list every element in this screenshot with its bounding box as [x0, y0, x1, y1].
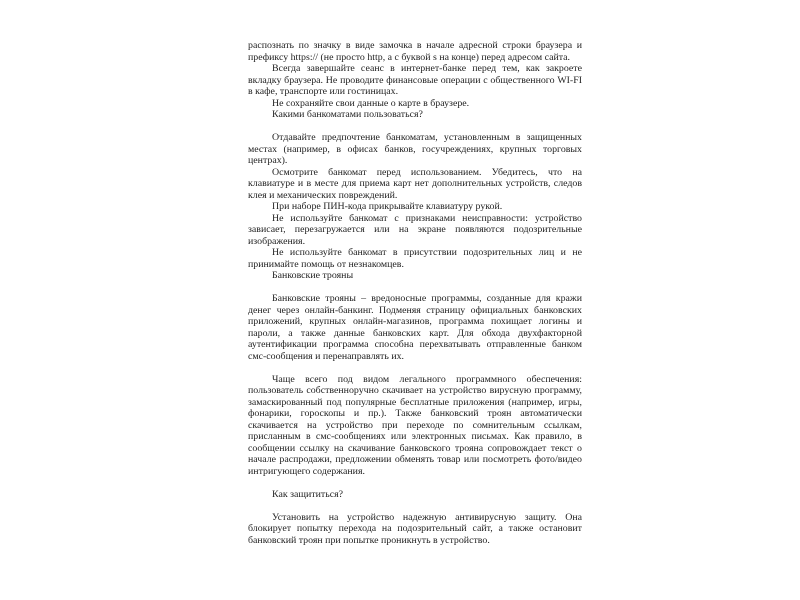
text-line: Чаще всего под видом легального программного обеспечения:	[272, 373, 582, 385]
paragraph	[248, 167, 582, 202]
text-line: пользователь собственноручно скачивает на устройство вирусную программу,	[248, 385, 582, 396]
blank-line	[248, 500, 582, 512]
text-line: префиксу https:// (не просто http, а с буквой s на конце) перед адресом сайта.	[248, 51, 571, 63]
paragraph	[248, 374, 582, 478]
blank-line	[248, 121, 582, 133]
text-line: Отдавайте предпочтение банкоматам, установленным в защищенных	[272, 132, 582, 143]
text-line: фонарики, гороскопы и пр.). Также банковский троян автоматически	[248, 408, 582, 419]
text-line: распознать по значку в виде замочка в начале адресной строки браузера и	[248, 40, 582, 51]
text-line: принимайте помощь от незнакомцев.	[248, 258, 404, 270]
blank-line	[248, 282, 582, 294]
section-heading: Как защититься?	[272, 488, 344, 500]
text-line: При наборе ПИН-кода прикрывайте клавиатуру рукой.	[272, 201, 503, 212]
text-line: блокирует попытку перехода на подозрительный сайт, а также остановит	[248, 523, 582, 534]
text-line: начале распродажи, предложении обменять товар или посмотреть фото/видео	[248, 454, 582, 465]
text-line: клавиатуре и в месте для приема карт нет дополнительных устройств, следов	[248, 178, 582, 189]
paragraph	[248, 40, 582, 63]
text-line: присланным в смс-сообщениях или электронных письмах. Как правило, в	[248, 431, 582, 442]
text-line: денег через онлайн-банкинг. Подменяя страницу официальных банковских	[248, 304, 582, 316]
text-line: Всегда завершайте сеанс в интернет-банке перед тем, как закроете	[272, 63, 582, 74]
section-heading: Какими банкоматами пользоваться?	[272, 109, 423, 120]
text-line: центрах).	[248, 155, 288, 166]
text-line: аутентификации программа способна перехватывать отправленные банком	[248, 339, 582, 350]
text-line: в кафе, транспорте или гостиницах.	[248, 86, 399, 97]
paragraph	[248, 293, 582, 362]
section-atms	[248, 109, 582, 270]
blank-line	[248, 477, 582, 489]
text-line: зависает, перезагружается или на экране появляются подозрительные	[248, 224, 582, 235]
text-line: изображения.	[248, 235, 306, 247]
paragraph	[248, 201, 582, 213]
section-protection	[248, 489, 582, 547]
text-line: Установить на устройство надежную антивирусную защиту. Она	[272, 511, 582, 523]
document-body	[248, 40, 582, 546]
text-line: пароли, а также данные банковских карт. Для обхода двухфакторной	[248, 327, 582, 339]
text-line: клея и механических повреждений.	[248, 189, 398, 201]
text-line: интригующего содержания.	[248, 465, 365, 477]
blank-line	[248, 362, 582, 374]
intro	[248, 40, 582, 109]
text-line: сообщении ссылку на скачивание банковского трояна сопровождает текст о	[248, 442, 582, 454]
paragraph	[248, 512, 582, 547]
text-line: замаскированный под популярные бесплатные приложения (например, игры,	[248, 396, 582, 408]
section-heading: Банковские трояны	[272, 270, 354, 281]
paragraph	[248, 98, 582, 110]
text-line: Банковские трояны – вредоносные программы, созданные для кражи	[272, 293, 582, 304]
paragraph	[248, 63, 582, 98]
text-line: приложений, крупных онлайн-магазинов, программа похищает логины и	[248, 316, 582, 327]
text-line: Не используйте банкомат с признаками неисправности: устройство	[272, 212, 582, 224]
text-line: Не сохраняйте свои данные о карте в браузере.	[272, 97, 470, 109]
text-line: банковский троян при попытке проникнуть в устройство.	[248, 534, 490, 546]
text-line: смс-сообщения и перенаправлять их.	[248, 350, 405, 362]
paragraph	[248, 213, 582, 248]
paragraph	[248, 132, 582, 167]
text-line: скачивается на устройство при переходе по сомнительным ссылкам,	[248, 419, 582, 431]
text-line: местах (например, в офисах банков, госучреждениях, крупных торговых	[248, 143, 582, 155]
section-banking-trojans	[248, 270, 582, 489]
text-line: Не используйте банкомат в присутствии подозрительных лиц и не	[272, 247, 582, 258]
paragraph	[248, 247, 582, 270]
text-line: вкладку браузера. Не проводите финансовые операции с общественного WI-FI	[248, 74, 582, 86]
text-line: Осмотрите банкомат перед использованием. Убедитесь, что на	[272, 166, 582, 178]
